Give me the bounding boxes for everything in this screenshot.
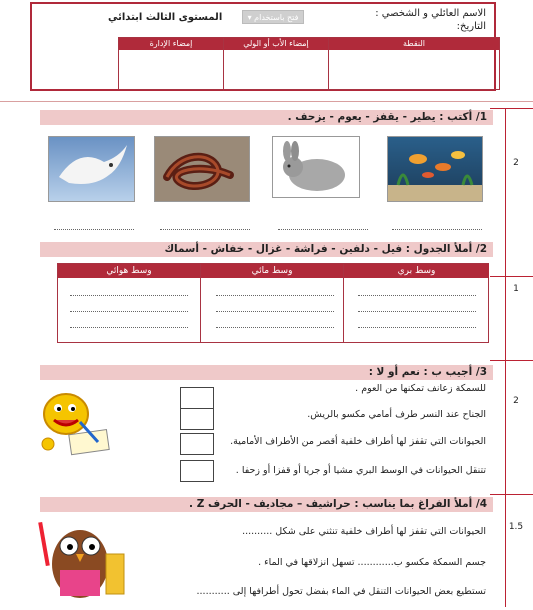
answer-line[interactable] xyxy=(70,310,188,312)
question-3-2: الجناح عند النسر طرف أمامي مكسو بالريش. xyxy=(307,409,486,420)
fish-aquarium-image xyxy=(387,136,483,202)
smiley-writing-image xyxy=(40,392,112,458)
score-divider xyxy=(490,108,533,109)
name-label: الاسم العائلي و الشخصي : xyxy=(375,8,486,19)
divider xyxy=(223,38,224,91)
question-3-1: للسمكة زعانف تمكنها من العوم . xyxy=(355,383,486,394)
answer-line[interactable] xyxy=(216,294,334,296)
open-with-dropdown[interactable] xyxy=(242,10,304,24)
blank-4-3: تستطيع بعض الحيوانات التنقل في الماء بفضل تحول أطرافها إلى ........... xyxy=(196,586,486,597)
col-land: وسط بري xyxy=(344,264,489,278)
answer-line[interactable] xyxy=(278,228,368,230)
divider xyxy=(200,264,201,342)
rabbit-icon xyxy=(273,137,359,197)
date-label: التاريخ: xyxy=(456,21,486,32)
answer-line[interactable] xyxy=(160,228,250,230)
answer-line[interactable] xyxy=(70,294,188,296)
habitat-table xyxy=(57,263,489,343)
col-air: وسط هوائي xyxy=(58,264,200,278)
answer-line[interactable] xyxy=(216,326,334,328)
dove-icon xyxy=(49,137,134,201)
answer-box[interactable] xyxy=(180,460,214,482)
divider xyxy=(328,38,329,91)
divider xyxy=(343,264,344,342)
section4-title: 4/ أملأ الفراغ بما يناسب : حراشيف – مجاديف - الحرف Z . xyxy=(40,497,493,512)
score-divider xyxy=(490,276,533,277)
section2-score: 1 xyxy=(513,284,519,294)
signature-table xyxy=(118,37,500,90)
section2-title: 2/ أملأ الجدول : فيل - دلفين - فراشة - غزال - خفاش - أسماك xyxy=(40,242,493,257)
score-column-line xyxy=(505,108,506,607)
score-divider xyxy=(490,494,533,495)
answer-line[interactable] xyxy=(54,228,134,230)
answer-box[interactable] xyxy=(180,408,214,430)
blank-4-1: الحيوانات التي تقفز لها أطراف خلفية تنثني على شكل .......... xyxy=(242,526,486,537)
answer-line[interactable] xyxy=(358,310,476,312)
rabbit-image xyxy=(272,136,360,198)
chevron-down-icon: ▾ xyxy=(247,13,255,22)
col-score: النقطة xyxy=(329,38,499,50)
answer-line[interactable] xyxy=(70,326,188,328)
question-3-4: تتنقل الحيوانات في الوسط البري مشيا أو جريا أو قفزا أو زحفا . xyxy=(235,465,486,476)
owl-student-image xyxy=(36,514,126,606)
section1-score: 2 xyxy=(513,158,519,168)
open-with-label: فتح باستخدام xyxy=(254,13,299,22)
section4-score: 1.5 xyxy=(508,522,524,532)
level-label: المستوى الثالث ابتدائي xyxy=(108,12,223,23)
col-admin-signature: إمضاء الإدارة xyxy=(119,38,223,50)
section1-title: 1/ أكتب : يطير - يقفز - يعوم - يزحف . xyxy=(40,110,493,125)
answer-line[interactable] xyxy=(216,310,334,312)
answer-line[interactable] xyxy=(392,228,482,230)
section3-title: 3/ أجيب ب : نعم أو لا : xyxy=(40,365,493,380)
blank-4-2: جسم السمكة مكسو ب............ تسهل انزلاقها في الماء . xyxy=(258,557,486,568)
section3-score: 2 xyxy=(513,396,519,406)
question-3-3: الحيوانات التي تقفز لها أطراف خلفية أقصر من الأطراف الأمامية. xyxy=(230,436,486,447)
snake-image xyxy=(154,136,250,202)
col-water: وسط مائي xyxy=(201,264,343,278)
col-parent-signature: إمضاء الأب أو الولي xyxy=(224,38,328,50)
snake-icon xyxy=(155,137,249,201)
answer-line[interactable] xyxy=(358,326,476,328)
fish-icon xyxy=(388,137,482,201)
header-box xyxy=(30,2,496,91)
owl-icon xyxy=(36,514,126,606)
score-divider xyxy=(490,360,533,361)
answer-line[interactable] xyxy=(358,294,476,296)
dove-image xyxy=(48,136,135,202)
page-divider xyxy=(0,101,533,102)
smiley-icon xyxy=(40,392,112,458)
answer-box[interactable] xyxy=(180,387,214,409)
answer-box[interactable] xyxy=(180,433,214,455)
